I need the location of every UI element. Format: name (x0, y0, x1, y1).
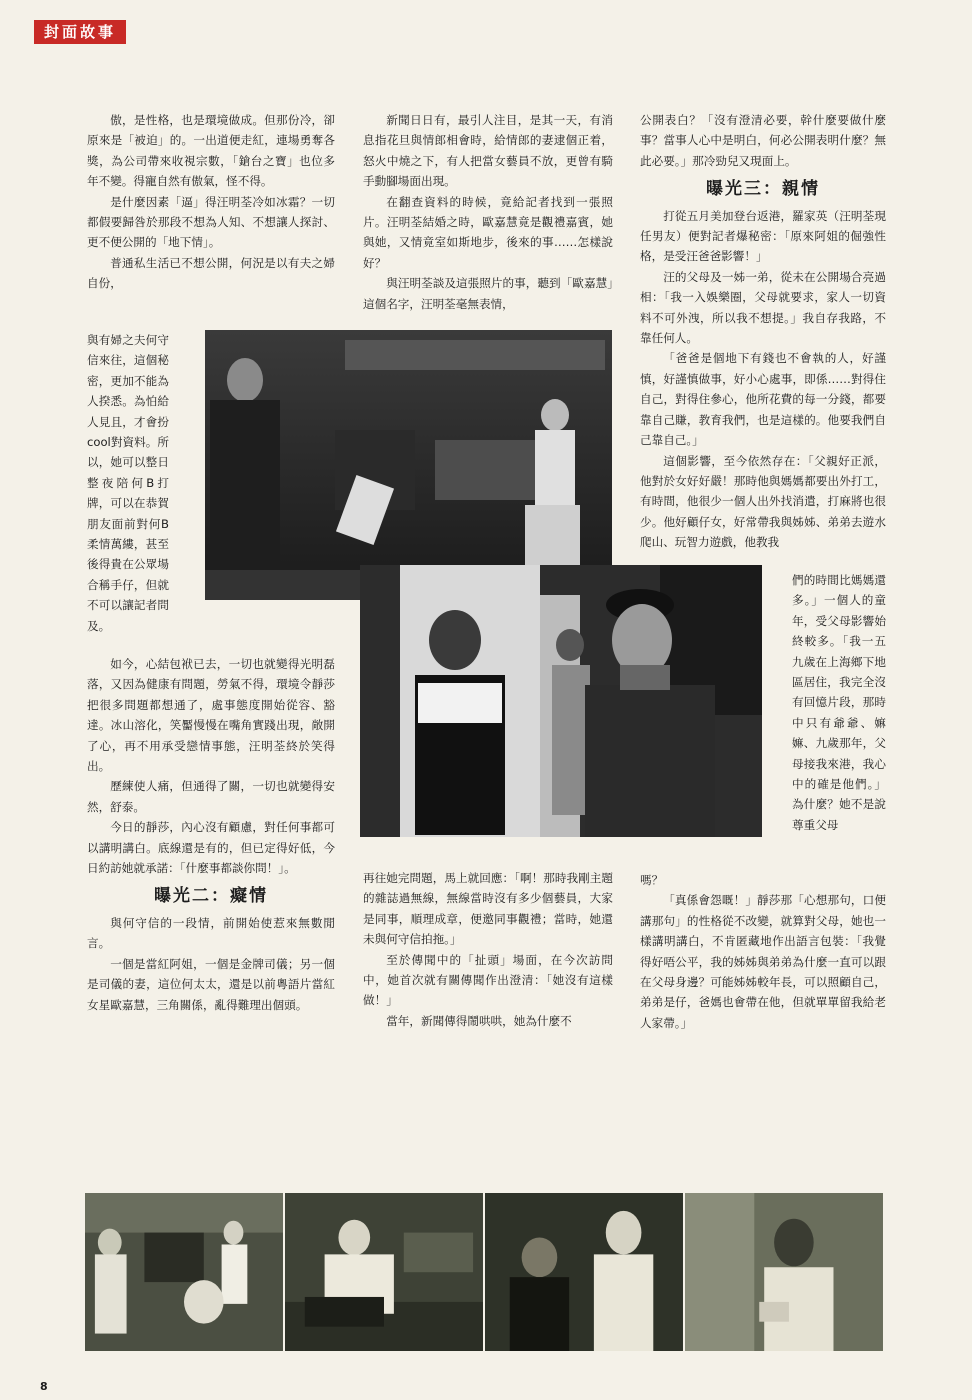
paragraph: 打從五月美加登台返港，羅家英（汪明荃現任男友）便對記者爆秘密：「原來阿姐的倔強性格，是受汪爸爸影響！」 (640, 208, 886, 264)
paragraph: 新聞日日有，最引人注目，是其一天，有消息指花旦與情郎相會時，給情郎的妻逮個正着，怒火中燒之下，有人把當女藝員不放，更曾有騎手動腳場面出現。 (363, 113, 613, 189)
paragraph: 歷練使人痛，但通得了關，一切也就變得安然，舒泰。 (87, 779, 335, 814)
strip-photo-4 (685, 1193, 883, 1353)
column-2-bottom (363, 868, 613, 1031)
paragraph: 再往她完問題，馬上就回應：「啊！那時我剛主題的雜誌過無線，無線當時沒有多少個藝員，大家是同事，順理成章，便邀同事觀禮；當時，她還未與何守信拍拖。」 (363, 871, 613, 947)
subheading-2: 曝光二：癡情 (154, 886, 268, 907)
paragraph: 公開表白？「沒有澄清必要，幹什麼要做什麼事？當事人心中是明白，何必公開表明什麼？無此必要。」那冷勁兒又現面上。 (640, 113, 886, 168)
column-3-top (640, 110, 886, 553)
column-1-bottom (87, 654, 335, 1015)
section-tag: 封面故事 (34, 20, 126, 44)
paragraph: 當年，新聞傳得鬧哄哄，她為什麼不 (386, 1013, 572, 1028)
paragraph: 「爸爸是個地下有錢也不會執的人，好謹慎，好謹慎做事，好小心處事，即係……對得住自己，對得住參心，他所花費的每一分錢，都要靠自己賺，教育我們，也是這樣的。他要我們自己靠自己。」 (640, 351, 886, 448)
paragraph: 與何守信的一段情，前開始使惹來無數閒言。 (87, 915, 335, 951)
paragraph: 汪的父母及一姊一弟，從未在公開場合亮過相：「我一入娛樂圈，父母就要求，家人一切資料不可外洩，所以我不想提。」我自存我路，不靠任何人。 (640, 269, 886, 346)
subheading-3: 曝光三：親情 (706, 179, 820, 200)
paragraph: 嗎？ (640, 873, 664, 887)
paragraph: 是什麼因素「逼」得汪明荃冷如冰霜？一切都假要歸咎於那段不想為人知、不想讓人探討、更不便公開的「地下情」。 (87, 194, 335, 250)
paragraph: 一個是當紅阿姐，一個是金牌司儀；另一個是司儀的妻，這位何太太，還是以前粵語片當紅女星歐嘉慧，三角關係，亂得難理出個頭。 (87, 956, 335, 1012)
column-2-top (363, 110, 613, 314)
paragraph: 這個影響，至今依然存在：「父親好正派，他對於女好好嚴！那時他與媽媽都要出外打工，有時間，他很少一個人出外找消遣，打麻將也很少。他好顧仔女，好常帶我與姊姊、弟弟去遊水爬山、玩智力遊戲，他教我 (640, 453, 886, 550)
paragraph: 「真係會怨嘅！」靜莎那「心想那句，口便講那句」的性格從不改變，就算對父母，她也一樣講明講白，不肯匿藏地作出語言包裝：「我覺得好唔公平，我的姊姊與弟弟為什麼一直可以跟在父母身邊？可能姊姊較年長，可以照顧自己，弟弟是仔，爸媽也會帶在他，但就單單留我給老人家帶。」 (640, 893, 886, 1030)
paragraph: 如今，心結包袱已去，一切也就變得光明磊落，又因為健康有問題，勞氣不得，環境令靜莎把很多問題都想通了，處事態度開始從容、豁達。冰山溶化，笑靨慢慢在嘴角實踐出現，敞開了心，再不用承受戀情事態，汪明荃終於笑得出。 (87, 657, 335, 774)
paragraph: 至於傳聞中的「扯頭」場面，在今次訪問中，她首次就有關傳聞作出澄清：「她沒有這樣做！」 (363, 952, 613, 1008)
strip-photo-2 (285, 1193, 485, 1353)
column-1-narrow (87, 330, 169, 636)
paragraph: 們的時間比媽媽還多。」一個人的童年，受父母影響始終較多。「我一五九歲在上海鄉下地區居住，我完全沒有回憶片段，那時中只有爺爺、嫲嫲、九歲那年，父母接我來港，我心中的確是他們。」為什麼？她不是說尊重父母 (792, 573, 886, 832)
column-3-bottom (640, 870, 886, 1033)
paragraph: 普通私生活已不想公開，何況是以有夫之婦自份， (87, 255, 335, 291)
studio-portrait-photo (360, 565, 762, 837)
photo-strip (85, 1193, 883, 1353)
paragraph: 與汪明荃談及這張照片的事，聽到「歐嘉慧」這個名字，汪明荃毫無表情， (363, 276, 613, 311)
page-number: 8 (40, 1380, 48, 1393)
paragraph: 今日的靜莎，內心沒有顧慮，對任何事都可以講明講白。底線還是有的，但已定得好低，今日約訪她就承諾：「什麼事都談你問！」。 (87, 820, 335, 876)
strip-photo-3 (485, 1193, 685, 1353)
paragraph: 與有婦之夫何守信來往，這個秘密，更加不能為人揆悉。為怕給人見且，才會扮cool對資料。所以，她可以整日整夜陪何B打牌，可以在恭賀朋友面前對何B柔情萬縷，甚至後得貴在公眾場合稱手仔，但就不可以讓記者問及。 (87, 333, 169, 633)
strip-photo-1 (85, 1193, 285, 1353)
paragraph: 傲，是性格，也是環境做成。但那份冷，卻原來是「被迫」的。一出道便走紅，連場勇奪各獎，為公司帶來收視宗數，「鎗台之寶」也位多年不變。得寵自然有傲氣，怪不得。 (87, 113, 335, 189)
column-1-top (87, 110, 335, 294)
column-3-narrow (792, 570, 886, 835)
paragraph: 在翻查資料的時候，竟給記者找到一張照片。汪明荃結婚之時，歐嘉慧竟是觀禮嘉賓，她與她，又情竟室如斯地步，後來的事……怎樣說好？ (363, 194, 613, 270)
rehearsal-band-photo (205, 330, 612, 600)
